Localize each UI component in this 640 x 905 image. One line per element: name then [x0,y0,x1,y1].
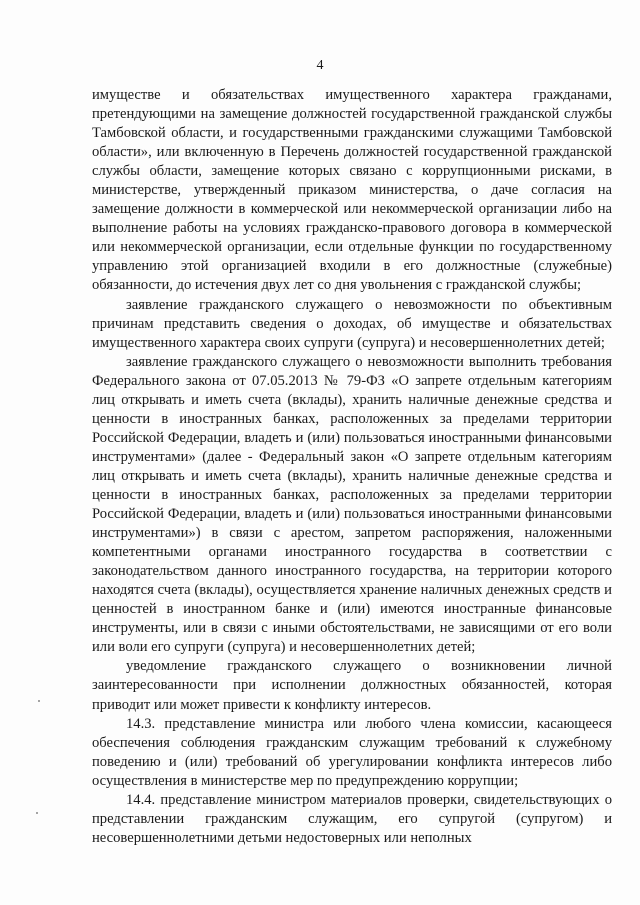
paragraph-14-4: 14.4. представление министром материалов проверки, свидетельствующих о представлении гражданским служащим, его супругой (супругом) и несовершеннолетними детьми недостоверных или неполных [92,791,612,846]
scan-dust-mark [38,700,40,702]
paragraph-statement-income: заявление гражданского служащего о невозможности по объективным причинам представить сведения о доходах, об имуществе и обязательствах имущественного характера своих супруги (супруга) и несовершеннолетних детей; [92,296,612,351]
document-body [92,86,612,848]
scan-dust-mark [36,812,38,814]
paragraph-statement-federal-law: заявление гражданского служащего о невозможности выполнить требования Федерального закона от 07.05.2013 № 79-ФЗ «О запрете отдельным категориям лиц открывать и иметь счета (вклады), хранить наличные денежные средства и ценности в иностранных банках, расположенных за пределами территории Российской Федерации, владеть и (или) пользоваться иностранными финансовыми инструментами» (далее - Федеральный закон «О запрете отдельным категориям лиц открывать и иметь счета (вклады), хранить наличные денежные средства и ценности в иностранных банках, расположенных за пределами территории Российской Федерации, владеть и (или) пользоваться иностранными финансовыми инструментами») в связи с арестом, запретом распоряжения, наложенными компетентными органами иностранного государства в соответствии с законодательством данного иностранного государства, на территории которого находятся счета (вклады), осуществляется хранение наличных денежных средств и ценностей в иностранном банке и (или) имеются иностранные финансовые инструменты, или в связи с иными обстоятельствами, не зависящими от его воли или воли его супруги (супруга) и несовершеннолетних детей; [92,353,612,656]
page-number: 4 [316,58,324,73]
paragraph-continuation: имуществе и обязательствах имущественного характера гражданами, претендующими на замещение должностей государственной гражданской службы Тамбовской области, и государственными гражданскими служащими Тамбовской области», или включенную в Перечень должностей государственной гражданской службы области, замещение которых связано с коррупционными рисками, в министерстве, утвержденный приказом министерства, о даче согласия на замещение должности в коммерческой или некоммерческой организации либо на выполнение работы на условиях гражданско-правового договора в коммерческой или некоммерческой организации, если отдельные функции по государственному управлению этой организацией входили в его должностные (служебные) обязанности, до истечения двух лет со дня увольнения с гражданской службы; [92,87,612,294]
paragraph-14-3: 14.3. представление министра или любого члена комиссии, касающееся обеспечения соблюдения гражданским служащим требований к служебному поведению и (или) требований об урегулировании конфликта интересов либо осуществления в министерстве мер по предупреждению коррупции; [92,715,612,789]
paragraph-notice-conflict: уведомление гражданского служащего о возникновении личной заинтересованности при исполнении должностных обязанностей, которая приводит или может привести к конфликту интересов. [92,658,612,713]
